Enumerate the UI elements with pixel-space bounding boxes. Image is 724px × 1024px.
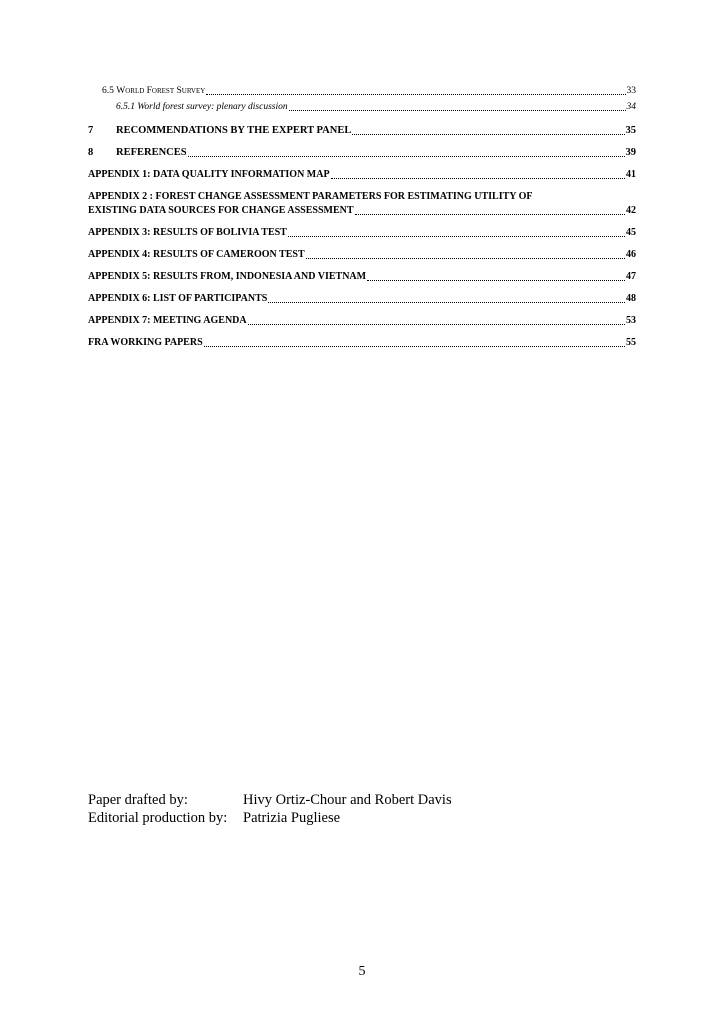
toc-entry-appendix-5[interactable] (88, 270, 636, 284)
dot-leader (188, 155, 625, 157)
toc-entry-title: REFERENCES (116, 147, 187, 158)
toc-entry-page: 48 (626, 293, 636, 304)
toc-entry-title: 6.5.1 World forest survey: plenary discussion (116, 102, 288, 112)
toc-entry-title: APPENDIX 5: RESULTS FROM, INDONESIA AND VIETNAM (88, 271, 367, 282)
credit-drafted (88, 791, 452, 809)
toc-entry-page: 47 (626, 271, 636, 282)
dot-leader (352, 133, 624, 135)
dot-leader (289, 109, 626, 111)
toc-entry-page: 35 (625, 125, 636, 136)
toc-entry-appendix-1[interactable] (88, 168, 636, 182)
toc-entry-number: 7 (88, 125, 94, 136)
toc-entry-appendix-3[interactable] (88, 226, 636, 240)
toc-entry-page: 53 (626, 315, 636, 326)
credit-label: Paper drafted by: (88, 792, 188, 808)
dot-leader (288, 235, 625, 237)
dot-leader (306, 257, 625, 259)
credit-value: Hivy Ortiz-Chour and Robert Davis (243, 792, 452, 808)
toc-entry-title: FRA WORKING PAPERS (88, 337, 203, 348)
toc-entry-fra-working-papers[interactable] (88, 336, 636, 350)
toc-entry-page: 55 (626, 337, 636, 348)
toc-entry-number: 6.5 (102, 86, 114, 96)
dot-leader (331, 177, 625, 179)
credit-value: Patrizia Pugliese (243, 810, 341, 826)
toc-entry-number: 8 (88, 147, 94, 158)
credits-block (88, 791, 452, 827)
toc-entry-appendix-4[interactable] (88, 248, 636, 262)
toc-entry-title: APPENDIX 3: RESULTS OF BOLIVIA TEST (88, 227, 287, 238)
toc-entry-page: 39 (625, 147, 636, 158)
toc-entry-appendix-2[interactable] (88, 190, 636, 218)
toc-entry-title: APPENDIX 7: MEETING AGENDA (88, 315, 247, 326)
toc-entry-8[interactable] (88, 146, 636, 160)
toc-entry-appendix-6[interactable] (88, 292, 636, 306)
toc-entry-title-line1: APPENDIX 2 : FOREST CHANGE ASSESSMENT PARAMETERS FOR ESTIMATING UTILITY OF (88, 191, 533, 202)
toc-entry-title: APPENDIX 6: LIST OF PARTICIPANTS (88, 293, 268, 304)
toc-entry-page: 33 (626, 86, 636, 96)
toc-entry-page: 41 (626, 169, 636, 180)
dot-leader (206, 93, 625, 95)
toc-entry-appendix-7[interactable] (88, 314, 636, 328)
toc-entry-6-5-1[interactable] (88, 100, 636, 114)
dot-leader (367, 279, 625, 281)
toc-entry-7[interactable] (88, 124, 636, 138)
table-of-contents (88, 84, 636, 350)
page-number: 5 (358, 964, 366, 979)
toc-entry-title: World Forest Survey (116, 86, 206, 96)
dot-leader (268, 301, 625, 303)
toc-entry-page: 46 (626, 249, 636, 260)
dot-leader (355, 213, 625, 215)
toc-entry-title: RECOMMENDATIONS BY THE EXPERT PANEL (116, 125, 352, 136)
toc-entry-title-line2: EXISTING DATA SOURCES FOR CHANGE ASSESSMENT (88, 205, 354, 216)
credit-label: Editorial production by: (88, 810, 228, 826)
toc-entry-page: 42 (626, 205, 636, 216)
dot-leader (204, 345, 625, 347)
dot-leader (248, 323, 625, 325)
credit-production (88, 809, 452, 827)
toc-entry-6-5[interactable] (88, 84, 636, 98)
toc-entry-page: 34 (626, 102, 636, 112)
toc-entry-page: 45 (626, 227, 636, 238)
toc-entry-title: APPENDIX 4: RESULTS OF CAMEROON TEST (88, 249, 305, 260)
toc-entry-title: APPENDIX 1: DATA QUALITY INFORMATION MAP (88, 169, 330, 180)
